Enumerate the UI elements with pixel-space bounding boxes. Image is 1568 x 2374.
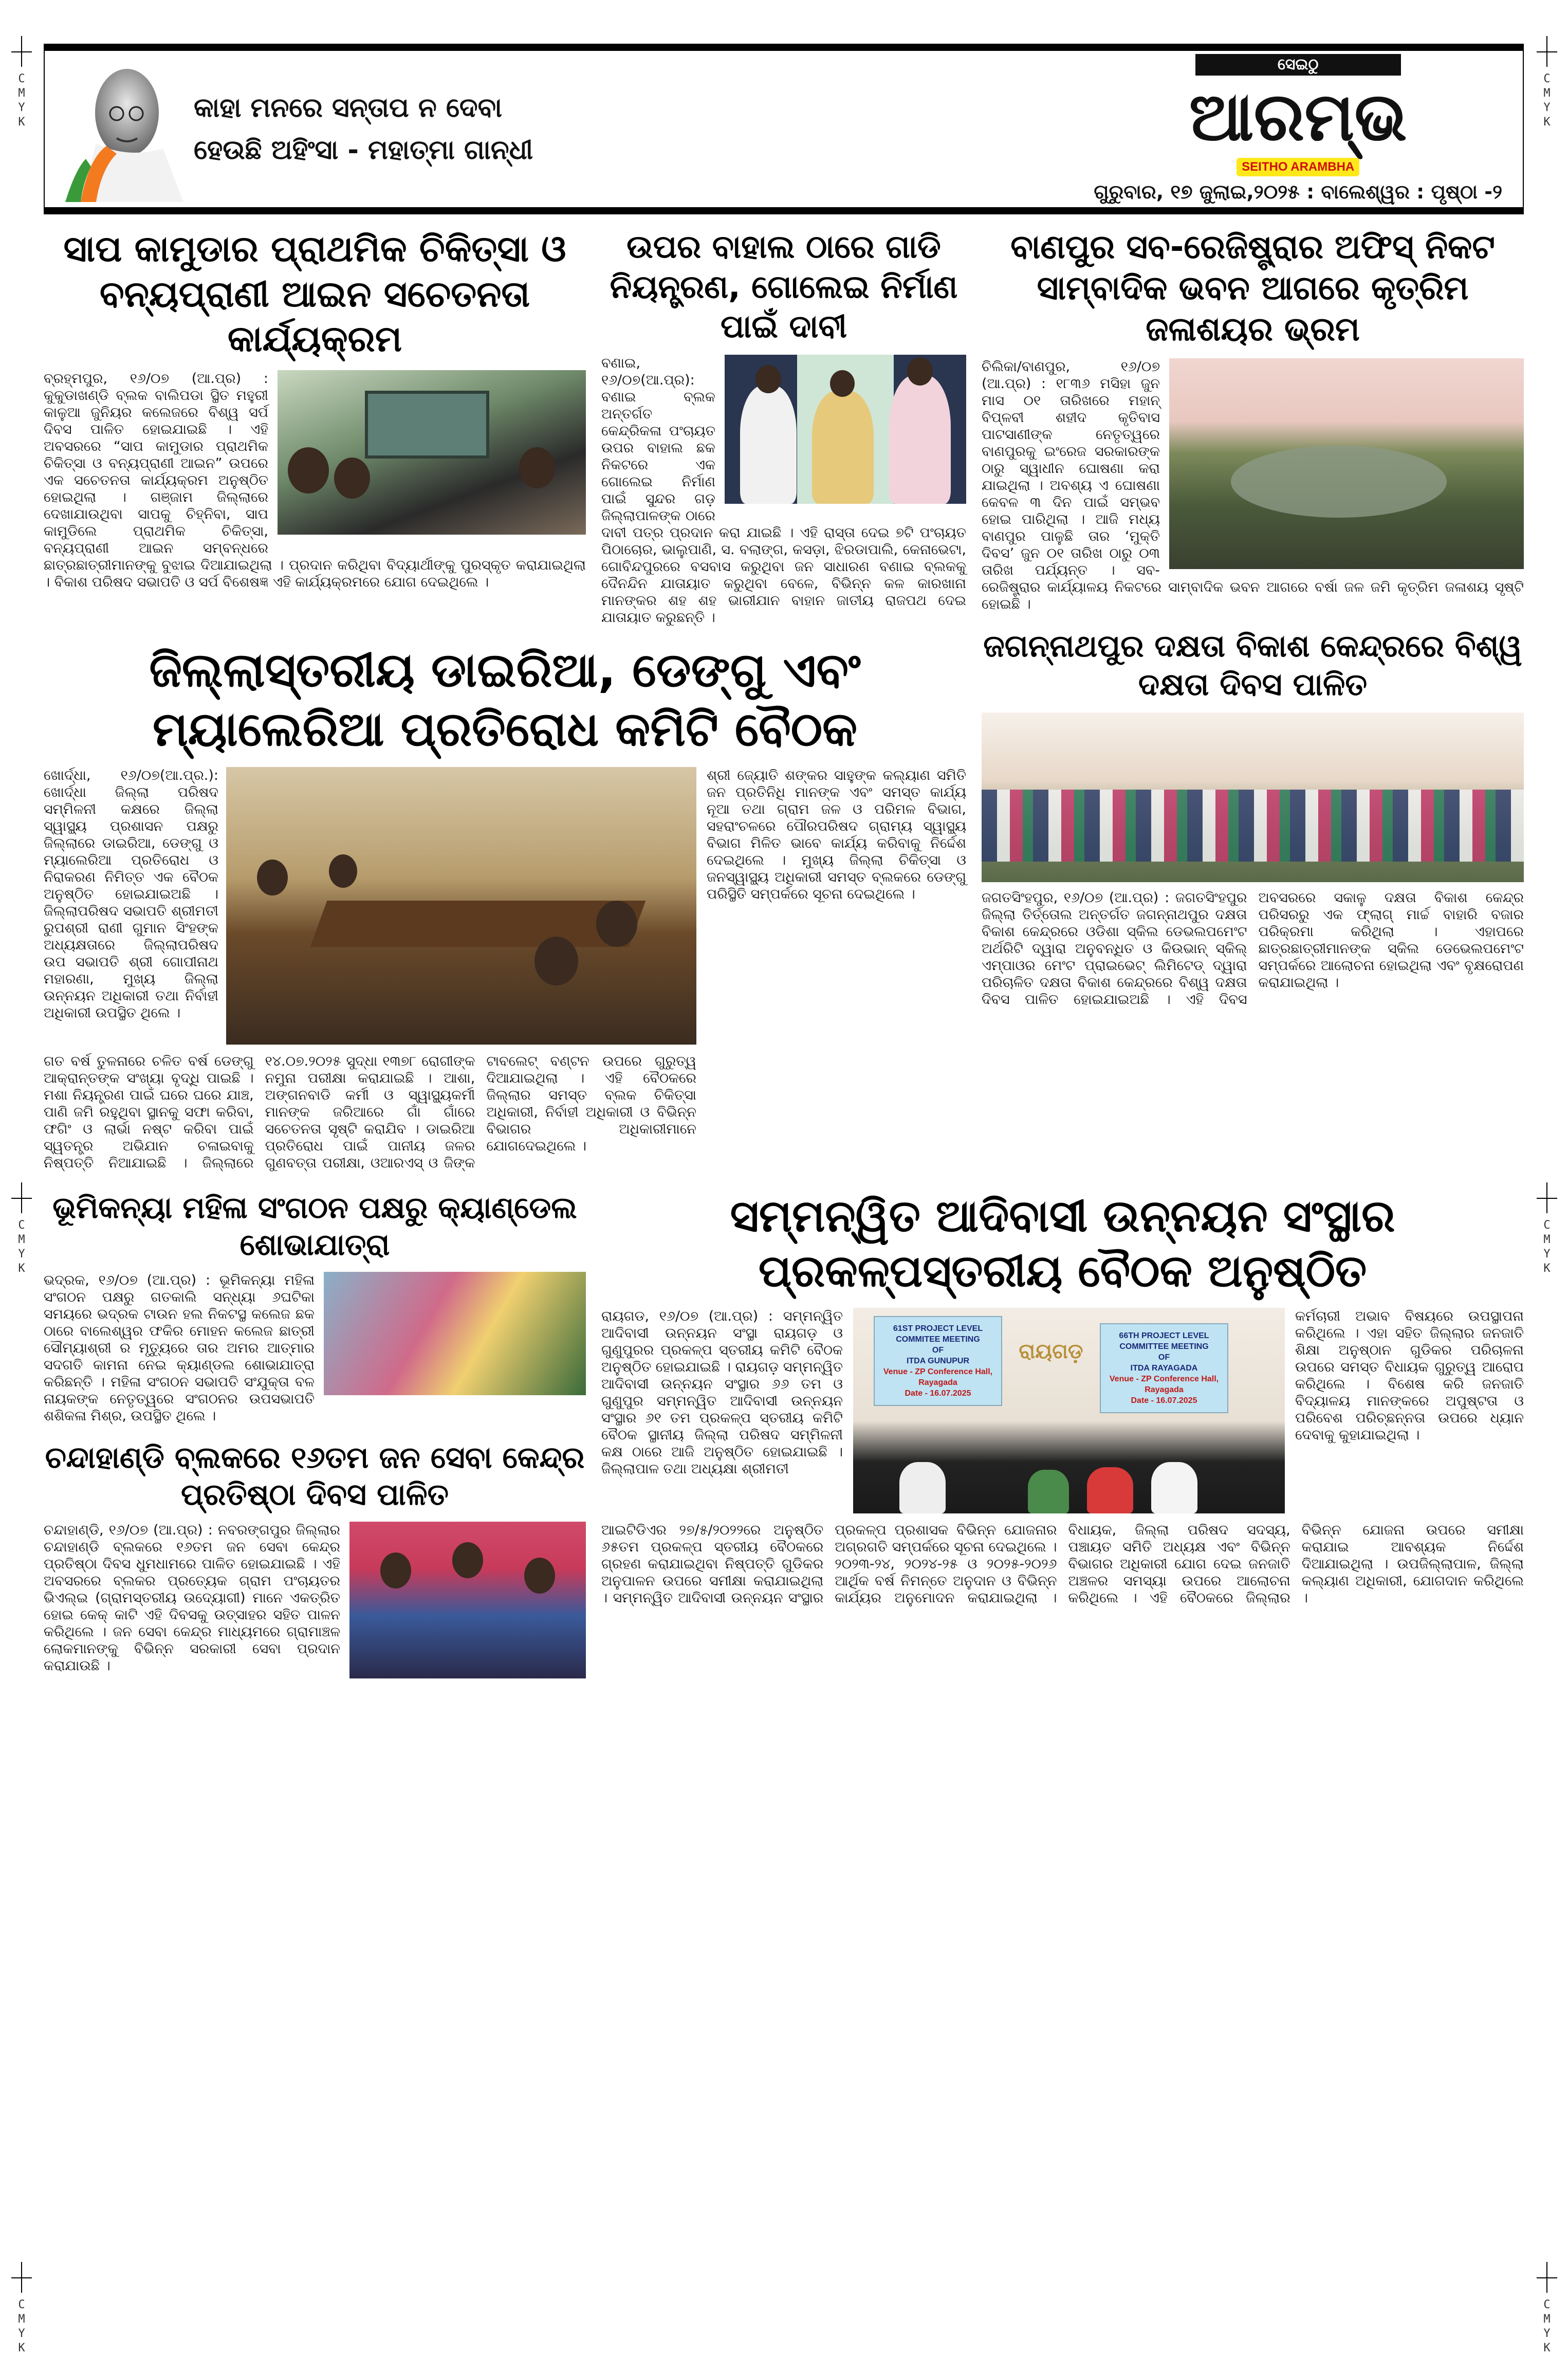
meeting-banner: 66TH PROJECT LEVEL COMMITTEE MEETING OF ITDA RAYAGADA Venue - ZP Conference Hall, Rayagada Date - 16.07.2025 <box>1100 1323 1228 1413</box>
photo-candle-march <box>324 1272 586 1395</box>
newspaper-page <box>44 0 1524 1716</box>
lower-section <box>44 1189 1524 1686</box>
article-layout <box>44 767 966 1172</box>
photo-cake-cutting <box>349 1522 586 1678</box>
conference-table <box>310 901 646 947</box>
masthead-logo-block <box>1094 54 1502 204</box>
article-body: ଚନ୍ଦାହାଣ୍ଡି, ୧୬/୦୭ (ଆ.ପ୍ର) : ନବରଙ୍ଗପୁର ଜିଲ୍ଲାର ଚନ୍ଦାହାଣ୍ଡି ବ୍ଲକରେ ୧୬ତମ ଜନ ସେବା କେନ୍ଦ୍ର ପ୍ରତିଷ୍ଠା ଦିବସ ଧୁମଧାମରେ ପାଳିତ ହୋଇଯାଇଛି । ଏହି ଅବସରରେ ବ୍ଲକର ପ୍ରତ୍ୟେକ ଗ୍ରାମ ପଂଚାୟତର ଭିଏଲ୍ଇ (ଗ୍ରାମସ୍ତରୀୟ ଉଦ୍ୟୋଗୀ) ମାନେ ଏକତ୍ରିତ ହୋଇ କେକ୍ କାଟି ଏହି ଦିବସକୁ ଉତ୍ସାହର ସହିତ ପାଳନ କରିଥିଲେ । ଜନ ସେବା କେନ୍ଦ୍ର ମାଧ୍ୟମରେ ଗ୍ରାମାଞ୍ଚଳ ଲୋକମାନଙ୍କୁ ବିଭିନ୍ନ ସରକାରୀ ସେବା ପ୍ରଦାନ କରାଯାଉଛି । <box>44 1522 586 1686</box>
article-body: ଚିଲିକା/ବାଣପୁର, ୧୬/୦୭ (ଆ.ପ୍ର) : ୧୮୩୬ ମସିହା ଜୁନ ମାସ ୦୧ ତାରିଖରେ ମହାନ୍ ବିପ୍ଳବୀ ଶହୀଦ କୃତିବାସ ପାଟସାଣୀଙ୍କ ନେତୃତ୍ୱରେ ବାଣପୁରକୁ ଇଂରେଜ ସରକାରଙ୍କ ଠାରୁ ସ୍ୱାଧୀନ ଘୋଷଣା କରା ଯାଇଥିଲା । ଅବଶ୍ୟ ଏ ଘୋଷଣା କେବଳ ୩ ଦିନ ପାଇଁ ସମ୍ଭବ ହୋଇ ପାରିଥିଲା । ଆଜି ମଧ୍ୟ ବାଣପୁର ପାଳୁଛି ତାର ‘ମୁକ୍ତି ଦିବସ’ ଜୁନ ୦୧ ତାରିଖ ଠାରୁ ୦୩ ତାରିଖ ପର୍ଯ୍ୟନ୍ତ । ସବ-ରେଜିଷ୍ଟ୍ରାର କାର୍ଯ୍ୟାଳୟ ନିକଟରେ ସାମ୍ବାଦିକ ଭବନ ଆଗରେ ବର୍ଷା ଜଳ ଜମି କୃତ୍ରିମ ଜଳାଶୟ ସୃଷ୍ଟି ହୋଇଛି । <box>982 359 1524 612</box>
article-layout <box>601 1308 1524 1513</box>
article-body: ରାୟଗଡ, ୧୬/୦୭ (ଆ.ପ୍ର) : ସମ୍ମନ୍ୱିତ ଆଦିବାସୀ ଉନ୍ନୟନ ସଂସ୍ଥା ରାୟଗଡ଼ ଓ ଗୁଣୁପୁରର ପ୍ରକଳ୍ପ ସ୍ତରୀୟ କମିଟି ବୈଠକ ଅନୁଷ୍ଠିତ ହୋଇଯାଇଛି । ରାୟଗଡ଼ ସମ୍ମନ୍ୱିତ ଆଦିବାସୀ ଉନ୍ନୟନ ସଂସ୍ଥାର ୬୬ ତମ ଓ ଗୁଣୁପୁର ସମ୍ମନ୍ୱିତ ଆଦିବାସୀ ଉନ୍ନୟନ ସଂସ୍ଥାର ୬୧ ତମ ପ୍ରକଳ୍ପ ସ୍ତରୀୟ କମିଟି ବୈଠକ ସ୍ଥାନୀୟ ଜିଲ୍ଲା ପରିଷଦ ସମ୍ମିଳନୀ କକ୍ଷ ଠାରେ ଆଜି ଅନୁଷ୍ଠିତ ହୋଇଯାଇଛି । ଜିଲ୍ଲାପାଳ ତଥା ଅଧ୍ୟକ୍ଷା ଶ୍ରୀମତୀ <box>601 1308 843 1477</box>
top-row <box>44 227 966 626</box>
registration-mark: CMYK <box>1537 2262 1557 2365</box>
puddle <box>1231 446 1447 518</box>
article-snakebite <box>44 227 586 591</box>
projector-screen <box>365 391 489 459</box>
lower-left-stack <box>44 1189 586 1686</box>
article-body: ବ୍ରହ୍ମପୁର, ୧୬/୦୭ (ଆ.ପ୍ର) : କୁକୁଡାଖଣ୍ଡି ବ୍ଲକ ବାଲିପଡା ସ୍ଥିତ ମହୁରୀ କାଳୁଆ ଜୁନିୟର କଲେଜରେ ବିଶ୍ୱ ସର୍ପ ଦିବସ ପାଳିତ ହୋଇଯାଇଛି । ଏହି ଅବସରରେ “ସାପ କାମୁଡାର ପ୍ରାଥମିକ ଚିକିତ୍ସା ଓ ବନ୍ୟପ୍ରାଣୀ ଆଇନ” ଉପରେ ଏକ ସଚେତନତା କାର୍ଯ୍ୟକ୍ରମ ଅନୁଷ୍ଠିତ ହୋଇଥିଲା । ଗଞ୍ଜାମ ଜିଲ୍ଲାରେ ଦେଖାଯାଉଥିବା ସାପକୁ ଚିହ୍ନିବା, ସାପ କାମୁଡିଲେ ପ୍ରାଥମିକ ଚିକିତ୍ସା, ବନ୍ୟପ୍ରାଣୀ ଆଇନ ସମ୍ବନ୍ଧରେ ଛାତ୍ରଛାତ୍ରୀମାନଙ୍କୁ ବୁଝାଇ ଦିଆଯାଇଥିଲା । ପ୍ରଦାନ କରିଥିବା ବିଦ୍ୟାର୍ଥୀଙ୍କୁ ପୁରସ୍କୃତ କରାଯାଇଥିଲା । ବିକାଶ ପରିଷଦ ସଭାପତି ଓ ସର୍ପ ବିଶେଷଜ୍ଞ ଏହି କାର୍ଯ୍ୟକ୍ରମରେ ଯୋଗ ଦେଇଥିଲେ । <box>44 370 586 590</box>
photo-waterlogged-ground <box>1169 358 1524 569</box>
masthead-quote-block <box>65 56 533 202</box>
article-body: ବଣାଇ, ୧୬/୦୭(ଆ.ପ୍ର): ବଣାଇ ବ୍ଲକ ଅନ୍ତର୍ଗତ କେନ୍ଦ୍ରିକଳା ପଂଚାୟତ ଉପର ବାହାଲ ଛକ ନିକଟରେ ଏକ ଗୋଲେଇ ନିର୍ମାଣ ପାଇଁ ସୁନ୍ଦର ଗଡ଼ ଜିଲ୍ଲାପାଳଙ୍କ ଠାରେ ଦାବୀ ପତ୍ର ପ୍ରଦାନ କରା ଯାଇଛି । ଏହି ରାସ୍ତା ଦେଇ ୭ଟି ପଂଚାୟତ ପିଠାଚୋର, ଭାଲୁପାଣି, ସ. ବଲାଙ୍ଗ, କସଡ଼ା, ଝିରଡାପାଲି, କେନାଭେଟା, ଗୋବିନ୍ଦପୁରରେ ବସବାସ କରୁଥିବା ଜନ ସାଧାରଣ ବଣାଇ ବ୍ଲକକୁ ଦୈନନ୍ଦିନ ଯାତାୟାତ କରୁଥିବା ବେଳେ, ବିଭିନ୍ନ କଳ କାରଖାନା ମାନଙ୍କର ଶହ ଶହ ଭାରୀଯାନ ବାହାନ ଜାତୀୟ ରାଜପଥ ଦେଇ ଯାତାୟାତ କରୁଛନ୍ତି । <box>601 355 966 626</box>
quote-line: କାହା ମନରେ ସନ୍ତାପ ନ ଦେବା <box>194 93 503 123</box>
registration-mark: CMYK <box>11 1182 32 1285</box>
headline: ଉପର ବାହାଲ ଠାରେ ଗାଡି ନିୟନ୍ତ୍ରଣ, ଗୋଲେଇ ନିର୍ମାଣ ପାଇଁ ଦାବୀ <box>610 228 958 345</box>
article-main-part <box>44 767 696 1172</box>
article-body: ଆଇଟିଡିଏର ୨୭/୫/୨୦୨୨ରେ ଅନୁଷ୍ଠିତ ୬୫ତମ ପ୍ରକଳ୍ପ ସ୍ତରୀୟ ବୈଠକରେ ଗ୍ରହଣ କରାଯାଇଥିବା ନିଷ୍ପତ୍ତି ଗୁଡିକର ଅନୁପାଳନ ଉପରେ ସମୀକ୍ଷା କରାଯାଇଥିଲା । ସମ୍ମନ୍ୱିତ ଆଦିବାସୀ ଉନ୍ନୟନ ସଂସ୍ଥାର ପ୍ରକଳ୍ପ ପ୍ରଶାସକ ବିଭିନ୍ନ ଯୋଜନାର ଅଗ୍ରଗତି ସମ୍ପର୍କରେ ସୂଚନା ଦେଇଥିଲେ । ୨୦୨୩-୨୪, ୨୦୨୪-୨୫ ଓ ୨୦୨୫-୨୦୨୬ ଆର୍ଥିକ ବର୍ଷ ନିମନ୍ତେ ଅନୁଦାନ ଓ ବିଭିନ୍ନ କାର୍ଯ୍ୟର ଅନୁମୋଦନ କରାଯାଇଥିଲା । ବିଧାୟକ, ଜିଲ୍ଲା ପରିଷଦ ସଦସ୍ୟ, ପଞ୍ଚାୟତ ସମିତି ଅଧ୍ୟକ୍ଷ ଏବଂ ବିଭିନ୍ନ ବିଭାଗର ଅଧିକାରୀ ଯୋଗ ଦେଇ ଜନଜାତି ଅଞ୍ଚଳର ସମସ୍ୟା ଉପରେ ଆଲୋଚନା କରିଥିଲେ । ଏହି ବୈଠକରେ ଜିଲ୍ଲାର ବିଭିନ୍ନ ଯୋଜନା ଉପରେ ସମୀକ୍ଷା କରାଯାଇ ଆବଶ୍ୟକ ନିର୍ଦ୍ଦେଶ ଦିଆଯାଇଥିଲା । ଉପଜିଲ୍ଲାପାଳ, ଜିଲ୍ଲା କଲ୍ୟାଣ ଅଧିକାରୀ, ଯୋଗଦାନ କରିଥିଲେ । <box>601 1522 1524 1606</box>
article-roundabout-demand <box>601 227 966 626</box>
upper-section <box>44 227 1524 1172</box>
masthead <box>44 44 1524 214</box>
gandhi-quote <box>194 87 533 171</box>
article-body: ଜଗତସିଂହପୁର, ୧୬/୦୭ (ଆ.ପ୍ର) : ଜଗତସିଂହପୁର ଜିଲ୍ଲା ତିର୍ତ୍ତୋଲ ଅନ୍ତର୍ଗତ ଜଗନ୍ନାଥପୁର ଦକ୍ଷତା ବିକାଶ କେନ୍ଦ୍ରରେ ଓଡିଶା ସ୍କିଲ ଡେଭଲପମେଂଟ ଅର୍ଥରିଟି ଦ୍ୱାରା ଅନୁବନ୍ଧିତ ଓ କିଉଭାନ୍ ସ୍କିଲ୍ ଏମ୍ପାଓର ମେଂଟ ପ୍ରାଇଭେଟ୍ ଲିମିଟେଡ୍ ଦ୍ୱାରା ପରିଚାଳିତ ଦକ୍ଷତା ବିକାଶ କେନ୍ଦ୍ରରେ ବିଶ୍ୱ ଦକ୍ଷତା ଦିବସ ପାଳିତ ହୋଇଯାଇଅଛି । ଏହି ଦିବସ ଅବସରରେ ସକାଳୁ ଦକ୍ଷତା ବିକାଶ କେନ୍ଦ୍ର ପରିସରରୁ ଏକ ଫ୍ଲାଗ୍ ମାର୍ଚ୍ଚ ବାହାରି ବଜାର ପରିକ୍ରମା କରିଥିଲା । ଏହାପରେ ଛାତ୍ରଛାତ୍ରୀମାନଙ୍କ ସ୍କିଲ ଡେଭେଲପମେଂଟ ସମ୍ପର୍କରେ ଆଲୋଚନା ହୋଇଥିଲା ଏବଂ ବୃକ୍ଷରୋପଣ କରାଯାଇଥିଲା । <box>982 890 1524 1008</box>
article-skill-day <box>982 627 1524 1008</box>
photo-classroom <box>278 370 586 535</box>
meeting-banner: 61ST PROJECT LEVEL COMMITEE MEETING OF ITDA GUNUPUR Venue - ZP Conference Hall, Rayagada Date - 16.07.2025 <box>874 1316 1002 1406</box>
headline: ସାପ କାମୁଡାର ପ୍ରାଥମିକ ଚିକିତ୍ସା ଓ ବନ୍ୟପ୍ରାଣୀ ଆଇନ ସଚେତନତା କାର୍ଯ୍ୟକ୍ରମ <box>63 228 566 360</box>
photo-itda-meeting <box>853 1308 1285 1513</box>
headline: ବାଣପୁର ସବ-ରେଜିଷ୍ଟ୍ରାର ଅଫିସ୍ ନିକଟ ସାମ୍ବାଦିକ ଭବନ ଆଗରେ କୃତ୍ରିମ ଜଳାଶୟର ଭ୍ରମ <box>1010 228 1495 349</box>
article-banpur-waterlogging <box>982 227 1524 613</box>
quote-line: ହେଉଛି ଅହିଂସା - ମହାତ୍ମା ଗାନ୍ଧୀ <box>194 135 533 166</box>
people-row <box>982 790 1524 862</box>
photo-committee-meeting <box>226 767 696 1045</box>
article-itda-meeting <box>601 1189 1524 1606</box>
registration-mark: CMYK <box>1537 36 1557 139</box>
right-stack <box>982 227 1524 1008</box>
article-jana-seva-kendra <box>44 1439 586 1686</box>
headline: ଜିଲ୍ଲାସ୍ତରୀୟ ଡାଇରିଆ, ଡେଙ୍ଗୁ ଏବଂ ମ୍ୟାଲେରିଆ ପ୍ରତିରୋଧ କମିଟି ବୈଠକ <box>149 642 861 757</box>
wall-sign: ରାୟଗଡ଼ <box>1019 1339 1083 1363</box>
photo-skill-day-gathering <box>982 713 1524 882</box>
article-disease-committee <box>44 641 966 1172</box>
left-stack <box>44 227 966 1172</box>
gandhi-portrait <box>65 56 183 202</box>
headline: ସମ୍ମନ୍ୱିତ ଆଦିବାସୀ ଉନ୍ନୟନ ସଂସ୍ଥାର ପ୍ରକଳ୍ପସ୍ତରୀୟ ବୈଠକ ଅନୁଷ୍ଠିତ <box>730 1190 1395 1297</box>
article-body: ଖୋର୍ଦ୍ଧା, ୧୬/୦୭(ଆ.ପ୍ର.): ଖୋର୍ଦ୍ଧା ଜିଲ୍ଲା ପରିଷଦ ସମ୍ମିଳନୀ କକ୍ଷରେ ଜିଲ୍ଲା ସ୍ୱାସ୍ଥ୍ୟ ପ୍ରଶାସନ ପକ୍ଷରୁ ଜିଲ୍ଲାରେ ଡାଇରିଆ, ଡେଙ୍ଗୁ ଓ ମ୍ୟାଲେରିଆ ପ୍ରତିରୋଧ ଓ ନିରାକରଣ ନିମିତ୍ତ ଏକ ବୈଠକ ଅନୁଷ୍ଠିତ ହୋଇଯାଇଅଛି । ଜିଲ୍ଲାପରିଷଦ ସଭାପତି ଶ୍ରୀମତୀ ରୁପଶ୍ରୀ ରାଣୀ ଗୁମାନ ସିଂହଙ୍କ ଅଧ୍ୟକ୍ଷତାରେ ଜିଲ୍ଲାପରିଷଦ ଉପ ସଭାପତି ଶ୍ରୀ ଗୋପୀନାଥ ମହାରଣା, ମୁଖ୍ୟ ଜିଲ୍ଲା ଉନ୍ନୟନ ଅଧିକାରୀ ତଥା ନିର୍ବାହୀ ଅଧିକାରୀ ଉପସ୍ଥିତ ଥିଲେ । <box>44 767 218 1021</box>
article-candle-march <box>44 1189 586 1425</box>
newspaper-logo: ଆରମ୍ଭ <box>1189 78 1407 156</box>
photo-memorandum <box>725 355 966 504</box>
article-body: ଶ୍ରୀ ଜ୍ୟୋତି ଶଙ୍କର ସାହୁଙ୍କ କଲ୍ୟାଣ ସମିତି ଜନ ପ୍ରତିନିଧି ମାନଙ୍କ ଏବଂ ସମସ୍ତ କାର୍ଯ୍ୟ ନୂଆ ତଥା ଗ୍ରାମ ଜଳ ଓ ପରିମଳ ବିଭାଗ, ସହରାଂଚଳରେ ପୌରପରିଷଦ ଗ୍ରାମ୍ୟ ସ୍ୱାସ୍ଥ୍ୟ ବିଭାଗ ମିଳିତ ଭାବେ କାର୍ଯ୍ୟ କରିବାକୁ ନିର୍ଦ୍ଦେଶ ଦେଇଥିଲେ । ମୁଖ୍ୟ ଜିଲ୍ଲା ଚିକିତ୍ସା ଓ ଜନସ୍ୱାସ୍ଥ୍ୟ ଅଧିକାରୀ ସମସ୍ତ ବ୍ଲକରେ ଡେଙ୍ଗୁ ପରିସ୍ଥିତି ସମ୍ପର୍କରେ ସୂଚନା ଦେଇଥିଲେ । <box>707 767 966 902</box>
logo-top-bar: ସେଇଠୁ <box>1195 54 1401 76</box>
logo-badge: SEITHO ARAMBHA <box>1237 158 1359 176</box>
dateline: ଗୁରୁବାର, ୧୭ ଜୁଲାଇ,୨୦୨୫ : ବାଲେଶ୍ୱର : ପୃଷ୍ଠା -୨ <box>1094 180 1502 203</box>
headline: ଜଗନ୍ନାଥପୁର ଦକ୍ଷତା ବିକାଶ କେନ୍ଦ୍ରରେ ବିଶ୍ୱ ଦକ୍ଷତା ଦିବସ ପାଳିତ <box>983 628 1522 703</box>
article-top-part <box>44 767 696 1045</box>
article-body: କର୍ମଚାରୀ ଅଭାବ ବିଷୟରେ ଉପସ୍ଥାପନା କରିଥିଲେ । ଏହା ସହିତ ଜିଲ୍ଲାର ଜନଜାତି ଶିକ୍ଷା ଅନୁଷ୍ଠାନ ଗୁଡିକର ପରିଚାଳନା ଉପରେ ସମସ୍ତ ବିଧାୟକ ଗୁରୁତ୍ୱ ଆରୋପ କରିଥିଲେ । ବିଶେଷ କରି ଜନଜାତି ବିଦ୍ୟାଳୟ ମାନଙ୍କରେ ଅପୁଷ୍ଟତା ଓ ପରିବେଶ ପରିଚ୍ଛନ୍ନତା ଉପରେ ଧ୍ୟାନ ଦେବାକୁ କୁହାଯାଇଥିଲା । <box>1295 1308 1524 1443</box>
article-body: ଭଦ୍ରକ, ୧୬/୦୭ (ଆ.ପ୍ର) : ଭୂମିକନ୍ୟା ମହିଳା ସଂଗଠନ ପକ୍ଷରୁ ଗତକାଲି ସନ୍ଧ୍ୟା ୬ଘଟିକା ସମୟରେ ଭଦ୍ରକ ଟାଉନ ହଲ ନିକଟସ୍ଥ କଲେଜ ଛକ ଠାରେ ବାଲେଶ୍ୱର ଫକିର ମୋହନ କଲେଜ ଛାତ୍ରୀ ସୌମ୍ୟାଶ୍ରୀ ର ମୃତ୍ୟୁରେ ତାର ଅମର ଆତ୍ମାର ସଦଗତି କାମନା ନେଇ କ୍ୟାଣ୍ଡଲ ଶୋଭାଯାତ୍ରା କରିଛନ୍ତି । ମହିଳା ସଂଗଠନ ସଭାପତି ସଂଯୁକ୍ତା ବଳ ନାୟକଙ୍କ ନେତୃତ୍ୱରେ ସଂଗଠନର ଉପସଭାପତି ଶଶିକଳା ମିଶ୍ର, ଉପସ୍ଥିତ ଥିଲେ । <box>44 1272 586 1425</box>
headline: ଭୂମିକନ୍ୟା ମହିଳା ସଂଗଠନ ପକ୍ଷରୁ କ୍ୟାଣ୍ଡେଲ ଶୋଭାଯାତ୍ରା <box>52 1190 577 1262</box>
registration-mark: CMYK <box>11 2262 32 2365</box>
article-body: ଗତ ବର୍ଷ ତୁଳନାରେ ଚଳିତ ବର୍ଷ ଡେଙ୍ଗୁ ଆକ୍ରାନ୍ତଙ୍କ ସଂଖ୍ୟା ବୃଦ୍ଧି ପାଇଛି । ମଶା ନିୟନ୍ତ୍ରଣ ପାଇଁ ଘରେ ଘରେ ଯାଞ୍ଚ, ପାଣି ଜମି ରହୁଥିବା ସ୍ଥାନକୁ ସଫା କରିବା, ଫଗିଂ ଓ ଲାର୍ଭା ନଷ୍ଟ କରିବା ପାଇଁ ସ୍ୱତନ୍ତ୍ର ଅଭିଯାନ ଚଳାଇବାକୁ ନିଷ୍ପତ୍ତି ନିଆଯାଇଛି । ଜିଲ୍ଲାରେ ୧୪.୦୭.୨୦୨୫ ସୁଦ୍ଧା ୧୩୭୮ ରୋଗୀଙ୍କ ନମୁନା ପରୀକ୍ଷା କରାଯାଇଛି । ଆଶା, ଅଙ୍ଗନବାଡି କର୍ମୀ ଓ ସ୍ୱାସ୍ଥ୍ୟକର୍ମୀ ମାନଙ୍କ ଜରିଆରେ ଗାଁ ଗାଁରେ ସଚେତନତା ସୃଷ୍ଟି କରାଯିବ । ଡାଇରିଆ ପ୍ରତିରୋଧ ପାଇଁ ପାନୀୟ ଜଳର ଗୁଣବତ୍ତା ପରୀକ୍ଷା, ଓଆରଏସ୍ ଓ ଜିଙ୍କ ଟାବଲେଟ୍ ବଣ୍ଟନ ଉପରେ ଗୁରୁତ୍ୱ ଦିଆଯାଇଥିଲା । ଏହି ବୈଠକରେ ଜିଲ୍ଲାର ସମସ୍ତ ବ୍ଲକ ଚିକିତ୍ସା ଅଧିକାରୀ, ନିର୍ବାହୀ ଅଧିକାରୀ ଓ ବିଭିନ୍ନ ବିଭାଗର ଅଧିକାରୀମାନେ ଯୋଗଦେଇଥିଲେ । <box>44 1053 696 1171</box>
headline: ଚନ୍ଦାହାଣ୍ଡି ବ୍ଲକରେ ୧୬ତମ ଜନ ସେବା କେନ୍ଦ୍ର ପ୍ରତିଷ୍ଠା ଦିବସ ପାଳିତ <box>45 1439 585 1512</box>
registration-mark: CMYK <box>11 36 32 139</box>
registration-mark: CMYK <box>1537 1182 1557 1285</box>
